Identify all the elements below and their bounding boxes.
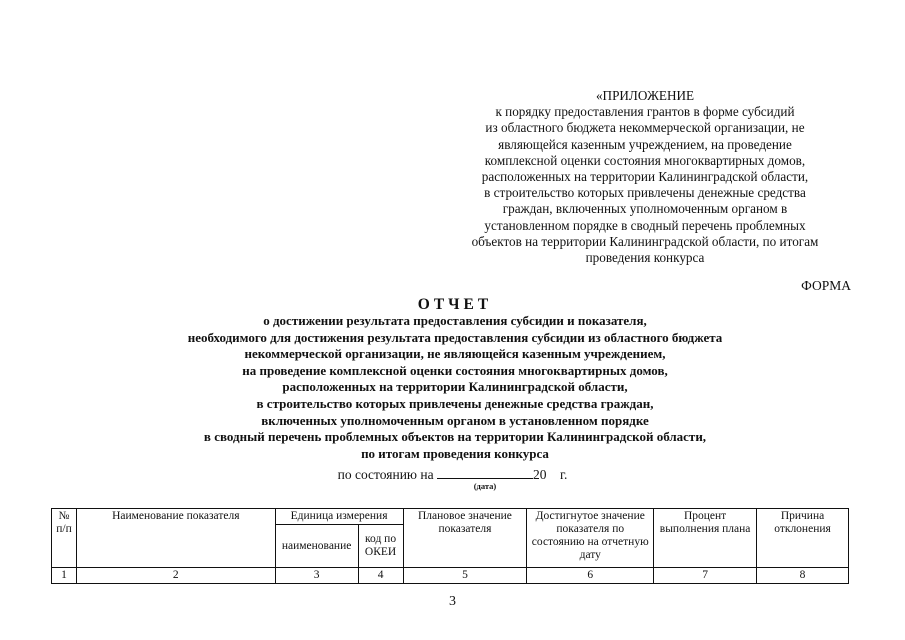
column-number-cell: 8 [757, 568, 849, 584]
column-number-cell: 7 [654, 568, 757, 584]
report-line: некоммерческой организации, не являющейся казенным учреждением, [244, 346, 666, 362]
page-number: 3 [449, 594, 456, 609]
appendix-line: из областного бюджета некоммерческой организации, не [485, 120, 805, 136]
appendix-line: в строительство которых привлечены денежные средства [484, 185, 806, 201]
date-caption: (дата) [473, 481, 497, 491]
status-date-line [0, 466, 905, 491]
report-title-block [60, 296, 850, 462]
appendix-line: комплексной оценки состояния многоквартирных домов, [484, 152, 806, 168]
report-line: на проведение комплексной оценки состояния многоквартирных домов, [242, 362, 668, 378]
appendix-line: установленном порядке в сводный перечень проблемных [484, 217, 806, 233]
year-prefix: 20 [532, 467, 547, 482]
column-number-cell: 1 [52, 568, 77, 584]
report-line: о достижении результата предоставления субсидии и показателя, [263, 313, 647, 328]
appendix-line: к порядку предоставления грантов в форме субсидий [495, 104, 795, 120]
column-number-cell: 5 [403, 568, 527, 584]
column-number-cell: 4 [358, 568, 403, 584]
report-line: необходимого для достижения результата предоставления субсидии из областного бюджета [187, 329, 723, 345]
appendix-block [430, 88, 860, 266]
year-suffix: г. [559, 467, 568, 482]
header-cell-unit: Единица измерения [275, 509, 403, 525]
header-cell-percent: Процент выполнения плана [654, 509, 757, 568]
header-cell-reason: Причина отклонения [757, 509, 849, 568]
report-line: в строительство которых привлечены денежные средства граждан, [256, 395, 654, 411]
appendix-line: являющейся казенным учреждением, на проведение [498, 136, 792, 152]
appendix-line: граждан, включенных уполномоченным органом в [502, 201, 788, 217]
report-heading: ОТЧЕТ [417, 296, 493, 313]
column-number-cell: 3 [275, 568, 358, 584]
header-cell-indicator-name: Наименование показателя [76, 509, 275, 568]
report-line: расположенных на территории Калининградской области, [282, 379, 628, 395]
report-table [51, 508, 849, 584]
column-number-cell: 6 [527, 568, 654, 584]
report-line: в сводный перечень проблемных объектов на территории Калининградской области, [203, 429, 707, 445]
header-cell-number: № п/п [52, 509, 77, 568]
appendix-line: расположенных на территории Калининградской области, [481, 169, 809, 185]
header-cell-achieved: Достигнутое значение показателя по состоянию на отчетную дату [527, 509, 654, 568]
report-line: по итогам проведения конкурса [361, 445, 549, 461]
status-prefix: по состоянию на [337, 467, 434, 482]
appendix-title: «ПРИЛОЖЕНИЕ [595, 88, 695, 103]
column-number-cell: 2 [76, 568, 275, 584]
header-cell-plan: Плановое значение показателя [403, 509, 527, 568]
date-blank-field[interactable] [437, 466, 533, 491]
form-label: ФОРМА [801, 278, 851, 293]
report-line: включенных уполномоченным органом в установленном порядке [261, 412, 649, 428]
header-cell-unit-code: код по ОКЕИ [358, 525, 403, 568]
appendix-line: объектов на территории Калининградской области, по итогам [471, 233, 819, 249]
table-header-row [52, 509, 849, 525]
table-row [52, 568, 849, 584]
header-cell-unit-name: наименование [275, 525, 358, 568]
appendix-line: проведения конкурса [585, 250, 705, 266]
